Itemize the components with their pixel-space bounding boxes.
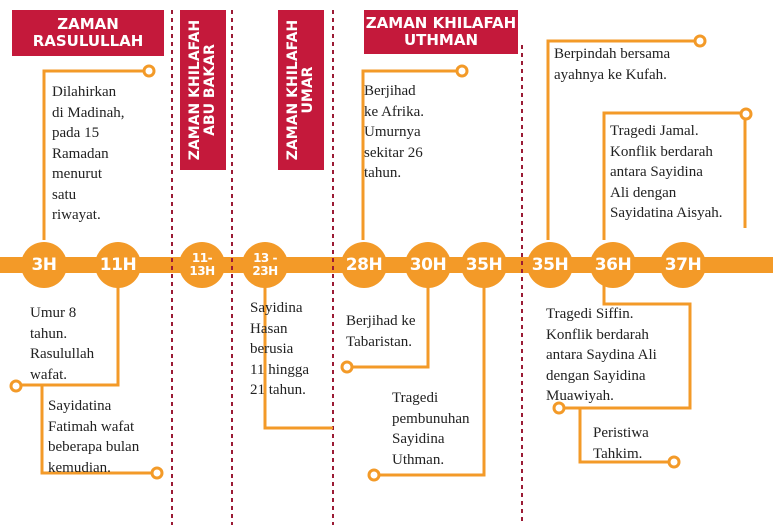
- note-tabaristan: [346, 311, 416, 352]
- note-kufah-line-1: Berpindah bersama: [554, 46, 671, 62]
- dot-jamal: [741, 109, 751, 119]
- note-jamal-line-4: Ali dengan: [610, 184, 677, 201]
- marker-11-13h: [179, 242, 225, 288]
- note-fatimah-line-2: Fatimah wafat: [48, 418, 135, 435]
- note-kufah: [554, 44, 670, 85]
- note-hasan-line-4: 11 hingga: [250, 361, 310, 378]
- banner-umar-line-1: ZAMAN KHILAFAH: [285, 19, 301, 161]
- marker-36h-label: 36H: [594, 255, 632, 275]
- marker-13-23h-line-2: 23H: [252, 264, 278, 278]
- dot-tabaristan: [342, 362, 352, 372]
- marker-28h-label: 28H: [345, 255, 383, 275]
- banner-abu-bakar-line-2: ABU BAKAR: [202, 44, 218, 136]
- marker-36h: [590, 242, 636, 288]
- note-hasan-line-3: berusia: [250, 341, 294, 357]
- note-born: [52, 82, 125, 226]
- banner-umar: [278, 10, 324, 170]
- marker-11-13h-line-2: 13H: [189, 264, 215, 278]
- marker-30h-label: 30H: [409, 255, 447, 275]
- note-siffin-line-3: antara Saydina Ali: [546, 347, 657, 363]
- note-tahkim: [593, 423, 649, 464]
- dot-fatimah: [152, 468, 162, 478]
- note-hasan-line-5: 21 tahun.: [250, 382, 306, 398]
- banner-abu-bakar-line-1: ZAMAN KHILAFAH: [187, 19, 203, 161]
- note-fatimah-line-1: Sayidatina: [48, 398, 112, 414]
- note-jamal-line-2: Konflik berdarah: [610, 143, 713, 160]
- note-siffin-line-4: dengan Sayidina: [546, 367, 646, 384]
- note-afrika-line-3: Umurnya: [364, 124, 421, 140]
- note-siffin-line-2: Konflik berdarah: [546, 326, 649, 343]
- dot-afrika: [457, 66, 467, 76]
- dot-age8: [11, 381, 21, 391]
- marker-35h-a-label: 35H: [465, 255, 503, 275]
- note-born-line-4: Ramadan: [52, 145, 109, 162]
- banner-rasulullah-line-2: RASULULLAH: [32, 32, 144, 50]
- banner-abu-bakar: [180, 10, 226, 170]
- note-age8: [30, 303, 94, 385]
- banner-uthman-line-1: ZAMAN KHILAFAH: [365, 14, 517, 32]
- note-born-line-6: satu: [52, 186, 77, 203]
- note-fatimah: [48, 396, 139, 478]
- banner-umar-line-2: UMAR: [300, 66, 316, 114]
- note-born-line-7: riwayat.: [52, 207, 101, 223]
- note-born-line-1: Dilahirkan: [52, 84, 117, 100]
- banner-rasulullah: [12, 10, 164, 56]
- note-uthman-killed-line-2: pembunuhan: [392, 410, 470, 427]
- note-born-line-5: menurut: [52, 166, 102, 182]
- marker-3h: [21, 242, 67, 288]
- marker-35h-b: [527, 242, 573, 288]
- note-kufah-line-2: ayahnya ke Kufah.: [554, 66, 667, 83]
- note-jamal: [610, 121, 723, 224]
- dot-born: [144, 66, 154, 76]
- note-tahkim-line-1: Peristiwa: [593, 425, 649, 441]
- note-jamal-line-3: antara Sayidina: [610, 164, 703, 180]
- note-tabaristan-line-2: Tabaristan.: [346, 333, 413, 350]
- banner-uthman: [364, 10, 518, 54]
- note-uthman-killed: [392, 388, 469, 470]
- note-age8-line-3: Rasulullah: [30, 346, 95, 362]
- note-siffin-line-1: Tragedi Siffin.: [546, 306, 634, 322]
- note-fatimah-line-4: kemudian.: [48, 459, 111, 476]
- note-fatimah-line-3: beberapa bulan: [48, 439, 140, 455]
- note-uthman-killed-line-3: Sayidina: [392, 431, 445, 447]
- note-siffin: [546, 304, 657, 407]
- banner-uthman-line-2: UTHMAN: [403, 31, 479, 49]
- note-afrika-line-2: ke Afrika.: [364, 103, 424, 120]
- note-age8-line-1: Umur 8: [30, 305, 77, 321]
- note-afrika-line-5: tahun.: [364, 165, 402, 181]
- marker-11h-label: 11H: [99, 255, 137, 275]
- note-tabaristan-line-1: Berjihad ke: [346, 313, 416, 329]
- dot-kufah: [695, 36, 705, 46]
- marker-13-23h: [242, 242, 288, 288]
- note-born-line-3: pada 15: [52, 125, 100, 141]
- marker-11-13h-line-1: 11-: [191, 251, 213, 265]
- note-afrika-line-4: sekitar 26: [364, 144, 423, 161]
- note-siffin-line-5: Muawiyah.: [546, 388, 614, 404]
- note-uthman-killed-line-4: Uthman.: [392, 451, 445, 468]
- note-tahkim-line-2: Tahkim.: [593, 445, 643, 462]
- dot-tahkim: [669, 457, 679, 467]
- marker-35h-a: [461, 242, 507, 288]
- note-uthman-killed-line-1: Tragedi: [392, 390, 439, 406]
- note-afrika: [364, 81, 424, 184]
- marker-37h-label: 37H: [664, 255, 702, 275]
- marker-30h: [405, 242, 451, 288]
- banner-umar-text: [286, 20, 316, 160]
- marker-11h: [95, 242, 141, 288]
- note-jamal-line-5: Sayidatina Aisyah.: [610, 205, 723, 221]
- note-hasan-line-2: Hasan: [250, 320, 288, 337]
- note-age8-line-2: tahun.: [30, 325, 68, 342]
- banner-rasulullah-line-1: ZAMAN: [57, 15, 119, 33]
- dot-uthman-killed: [369, 470, 379, 480]
- marker-3h-label: 3H: [31, 255, 57, 275]
- note-age8-line-4: wafat.: [30, 366, 68, 383]
- note-hasan-line-1: Sayidina: [250, 300, 303, 316]
- note-hasan: [250, 298, 309, 401]
- banner-abu-bakar-text: [188, 20, 218, 160]
- marker-28h: [341, 242, 387, 288]
- marker-37h: [660, 242, 706, 288]
- note-born-line-2: di Madinah,: [52, 104, 125, 121]
- note-afrika-line-1: Berjihad: [364, 83, 416, 99]
- marker-13-23h-line-1: 13 -: [253, 251, 277, 265]
- note-jamal-line-1: Tragedi Jamal.: [610, 123, 699, 139]
- marker-35h-b-label: 35H: [531, 255, 569, 275]
